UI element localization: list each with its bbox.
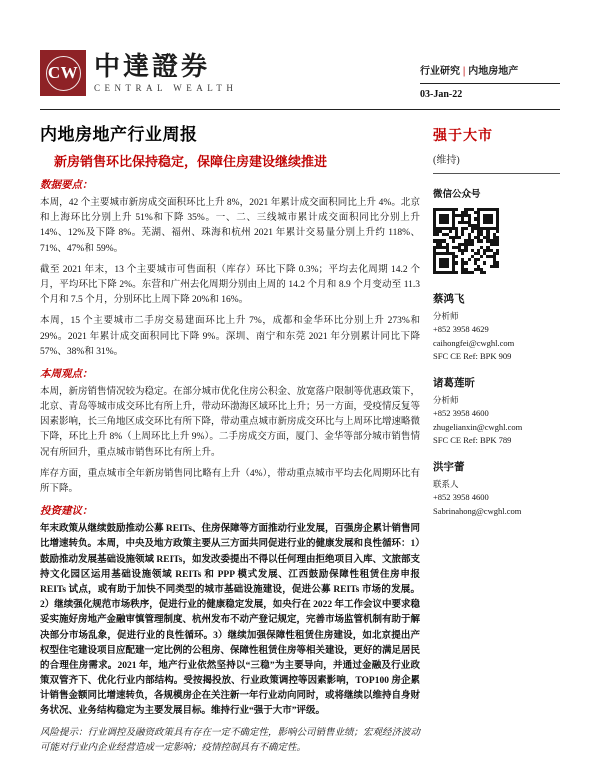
report-meta [420, 50, 560, 100]
contact-role: 联系人 [433, 479, 459, 490]
risk-disclaimer: 风险提示：行业调控及融资政策具有存在一定不确定性，影响公司销售业绩；宏观经济波动可能对行业内企业经营造成一定影响；疫情控制具有不确定性。 [40, 727, 421, 753]
contact-name: 蔡鸿飞 [433, 294, 465, 305]
category-divider: | [463, 66, 466, 77]
wechat-qr-code [433, 208, 499, 274]
contact-card [433, 292, 560, 363]
brand-names [94, 53, 237, 93]
brand-name-chinese: 中達證券 [94, 51, 211, 81]
contact-phone: +852 3958 4629 [433, 324, 489, 335]
contact-name: 诸葛莲昕 [433, 377, 475, 389]
data-points-paragraph-1: 本周，42 个主要城市新房成交面积环比上升 8%，2021 年累计成交面积同比上升 4%。北京和上海环比分别上升 51%和下降 35%。一、二、三线城市累计成交面积同比分别上升 14%、12%及下降 8%。芜湖、福州、珠海和杭州 2021 年累计交易量分别上升约 118%、71%、47%和 59%。 [40, 198, 420, 254]
investment-advice-paragraph: 年末政策从继续鼓励推动公募 REITs、住房保障等方面推动行业发展，百强房企累计销售同比增速转负。本周，中央及地方政策主要从三方面共同促进行业的健康发展和良性循环：1）鼓励推动发展基础设施领域 REITs，如发改委提出不得以任何理由拒绝项目入库、文旅部支持文化园区运用基础设施领域 REITs 和 PPP 模式发展、江西鼓励保障性租赁住房申报 REITs 试点，或有助于加快不同类型的城市基础设施建设，促进公募 REITs 市场的发展。2）继续强化规范市场秩序，促进行业的健康稳定发展，如央行在 2022 年工作会议中要求稳妥实施好房地产金融审慎管理制度、杭州发布不动产登记规定，完善市场监管机制有助于解决部分市场乱象，促进行业的良性循环。3）继续加强保障性租赁住房建设，如北京提出产权型住宅建设项目应配建一定比例的公租房、保障性租赁住房等相关建设，更好的满足居民的合理住房需求。2021 年，地产行业依然坚持以“三稳”为主要导向，并通过金融及行业政策双管齐下、优化行业内部结构。受按揭投放、行业政策调控等因素影响，TOP100 房企累计销售金额同比增速转负，各规模房企在关注新一年行业动向同时，或将继续以维持自身财务状况、业务结构稳定为主要发展目标。维持行业“强于大市”评级。 [40, 524, 421, 717]
meta-divider-line [420, 83, 560, 84]
data-points-paragraph-3: 本周，15 个主要城市二手房交易建面环比上升 7%，成都和金华环比分别上升 273%和 29%。2021 年累计成交面积同比下降 9%。深圳、南宁和东莞 2021 年分别累计同比下降 57%、38%和 31%。 [40, 316, 420, 357]
contact-role: 分析师 [433, 395, 459, 406]
contact-email: zhugelianxin@cwghl.com [433, 421, 523, 432]
weekly-view-heading: 本周观点： [40, 368, 93, 380]
company-logo [40, 50, 86, 96]
report-subtitle: 新房销售环比保持稳定，保障住房建设继续推进 [54, 154, 328, 169]
header-rule [40, 109, 560, 110]
contact-phone: +852 3958 4600 [433, 492, 489, 503]
data-points-paragraph-2: 截至 2021 年末，13 个主要城市可售面积（库存）环比下降 0.3%；平均去化周期 14.2 个月，平均环比下降 2%。东营和广州去化周期分别由上周的 14.2 个月和 8.9 个月变动至 11.3 个月和 7.5 个月，分别环比上周下降 20%和 16%。 [40, 264, 420, 306]
report-category-line [420, 62, 560, 77]
rating-badge: 强于大市 [433, 129, 493, 144]
report-body [40, 117, 420, 762]
contact-email: Sabrinahong@cwghl.com [433, 505, 522, 516]
logo-monogram: CW [46, 56, 81, 91]
contact-email: caihongfei@cwghl.com [433, 337, 515, 348]
report-date: 03-Jan-22 [420, 89, 463, 100]
contact-sfc-ref: SFC CE Ref: BPK 789 [433, 434, 512, 445]
brand-name-english: CENTRAL WEALTH [94, 83, 238, 94]
report-sector: 内地房地产 [468, 66, 519, 77]
section-data-points [40, 177, 420, 360]
report-title: 内地房地产行业周报 [40, 125, 198, 144]
data-points-heading: 数据要点： [40, 180, 93, 191]
content-columns [40, 117, 560, 762]
weekly-view-paragraph-1: 本周，新房销售情况较为稳定。在部分城市优化住房公积金、放宽落户限制等优惠政策下，北京、青岛等城市成交环比有所上升，带动环渤海区域环比上升；另一方面，受疫情反复等因素影响，长三角地区成交环比有所下降，带动重点城市新房成交环比与上周环比增速略微下降，环比上升 8%（上周环比上升 9%）。二手房成交方面，厦门、金华等部分城市销售情况有所回升，重点城市销售环比有所上升。 [40, 386, 421, 458]
contact-card [433, 460, 560, 518]
section-investment-advice [40, 503, 420, 719]
report-category: 行业研究 [420, 66, 460, 77]
weekly-view-paragraph-2: 库存方面，重点城市全年新房销售同比略有上升（4%），带动重点城市平均去化周期环比有所下降。 [40, 468, 420, 494]
wechat-label: 微信公众号 [433, 190, 481, 200]
contact-role: 分析师 [433, 311, 459, 322]
masthead [40, 50, 560, 100]
brand [40, 50, 237, 96]
sidebar-divider [433, 173, 560, 174]
rating-status: (维持) [433, 155, 460, 166]
contact-card [433, 376, 560, 447]
contact-phone: +852 3958 4600 [433, 408, 489, 419]
investment-advice-heading: 投资建议： [40, 506, 93, 518]
contact-sfc-ref: SFC CE Ref: BPK 909 [433, 350, 512, 361]
sidebar [433, 117, 560, 762]
contact-name: 洪宇蕾 [433, 461, 465, 473]
section-weekly-view [40, 366, 420, 497]
